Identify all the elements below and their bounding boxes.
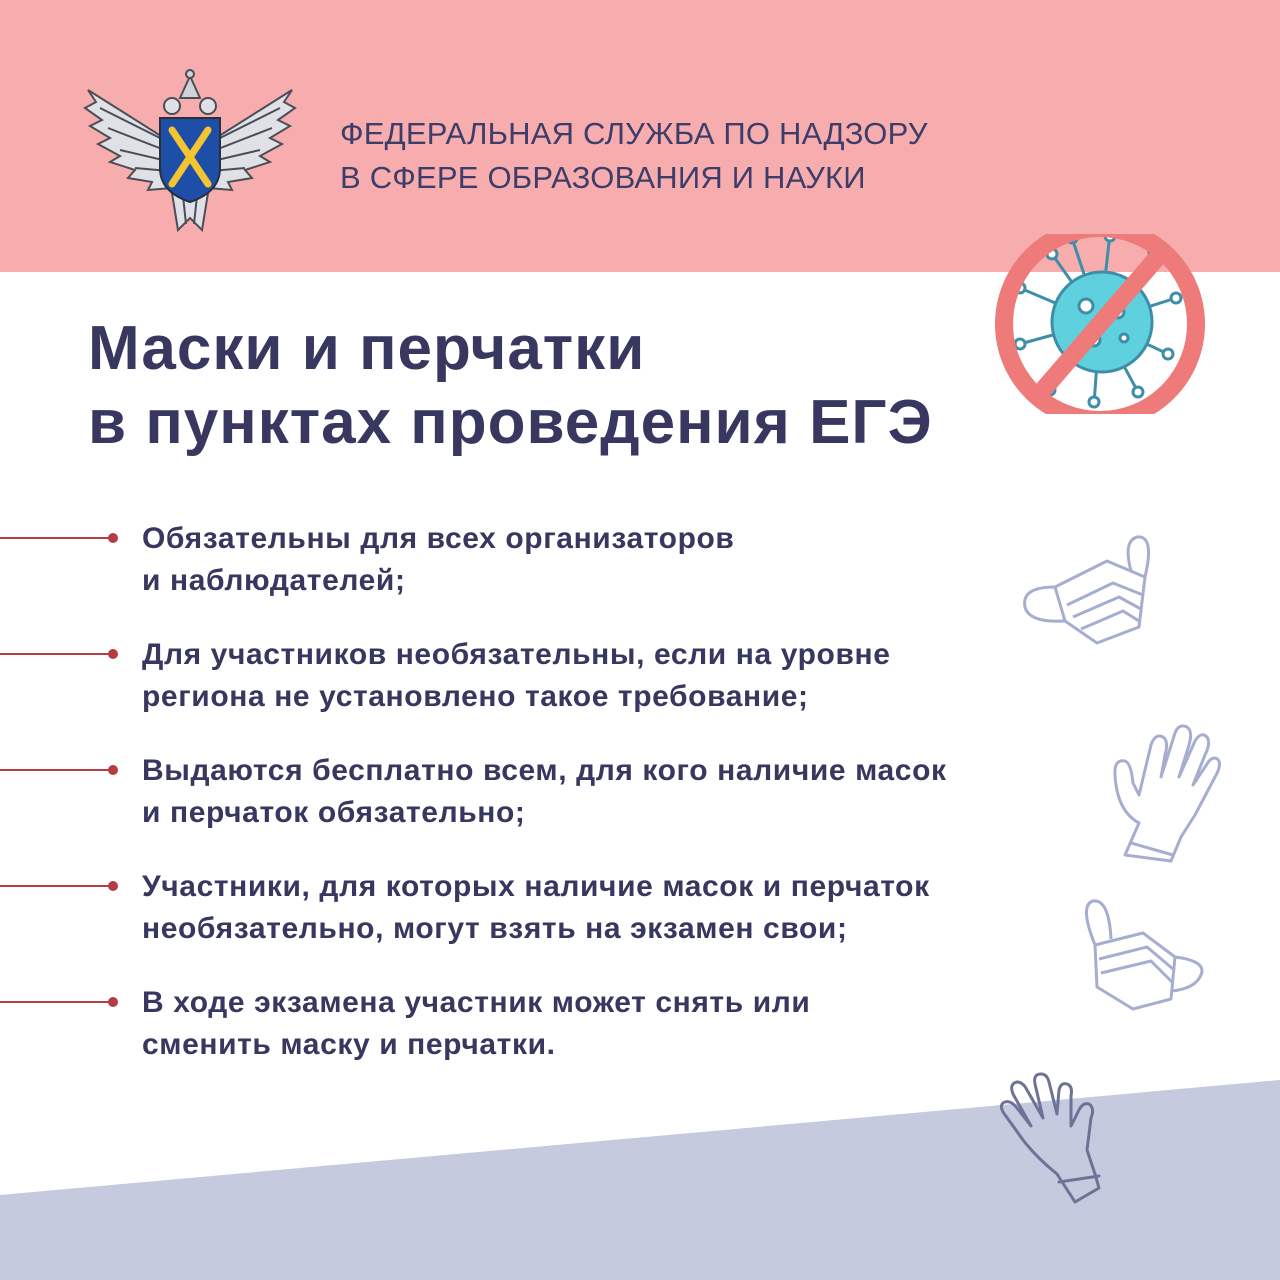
bullet-text-line-1: Участники, для которых наличие масок и перчаток xyxy=(142,870,930,903)
list-item xyxy=(0,982,1060,1072)
bullet-connector-line xyxy=(0,653,110,655)
bullet-dot-icon xyxy=(108,533,118,543)
organization-name-line-2: В СФЕРЕ ОБРАЗОВАНИЯ И НАУКИ xyxy=(340,160,866,195)
bullet-text-line-1: Обязательны для всех организаторов xyxy=(142,522,735,555)
bullet-text-line-2: и перчаток обязательно; xyxy=(142,796,526,829)
bullet-connector-line xyxy=(0,885,110,887)
glove-icon xyxy=(995,1070,1115,1210)
bullet-text-line-2: региона не установлено такое требование; xyxy=(142,680,809,713)
face-mask-icon xyxy=(1075,895,1210,1020)
bullet-text-line-1: Выдаются бесплатно всем, для кого наличие масок xyxy=(142,754,947,787)
bullet-dot-icon xyxy=(108,881,118,891)
bullet-text xyxy=(142,634,891,718)
face-mask-icon xyxy=(1015,525,1165,655)
bullet-dot-icon xyxy=(108,649,118,659)
list-item xyxy=(0,634,1060,724)
bullet-dot-icon xyxy=(108,997,118,1007)
bullet-dot-icon xyxy=(108,765,118,775)
bullet-connector-line xyxy=(0,769,110,771)
organization-name-line-1: ФЕДЕРАЛЬНАЯ СЛУЖБА ПО НАДЗОРУ xyxy=(340,116,928,151)
page-title-line-1: Маски и перчатки xyxy=(88,314,646,383)
list-item xyxy=(0,866,1060,956)
bullet-text-line-1: Для участников необязательны, если на уровне xyxy=(142,638,891,671)
bullet-text-line-1: В ходе экзамена участник может снять или xyxy=(142,986,811,1019)
bullet-text-line-2: необязательно, могут взять на экзамен свои; xyxy=(142,912,848,945)
bullet-text-line-2: сменить маску и перчатки. xyxy=(142,1028,556,1061)
list-item xyxy=(0,518,1060,608)
organization-name xyxy=(340,112,928,200)
bullet-text xyxy=(142,518,734,602)
page-title xyxy=(88,312,933,460)
page-title-line-2: в пунктах проведения ЕГЭ xyxy=(88,388,933,457)
no-virus-icon xyxy=(990,234,1210,414)
bullet-connector-line xyxy=(0,537,110,539)
bullet-text xyxy=(142,750,947,834)
rosobrnadzor-emblem-icon xyxy=(80,68,300,238)
bullet-text-line-2: и наблюдателей; xyxy=(142,564,406,597)
list-item xyxy=(0,750,1060,840)
bullet-connector-line xyxy=(0,1001,110,1003)
bullet-text xyxy=(142,866,930,950)
bullet-text xyxy=(142,982,810,1066)
glove-icon xyxy=(1105,715,1225,865)
